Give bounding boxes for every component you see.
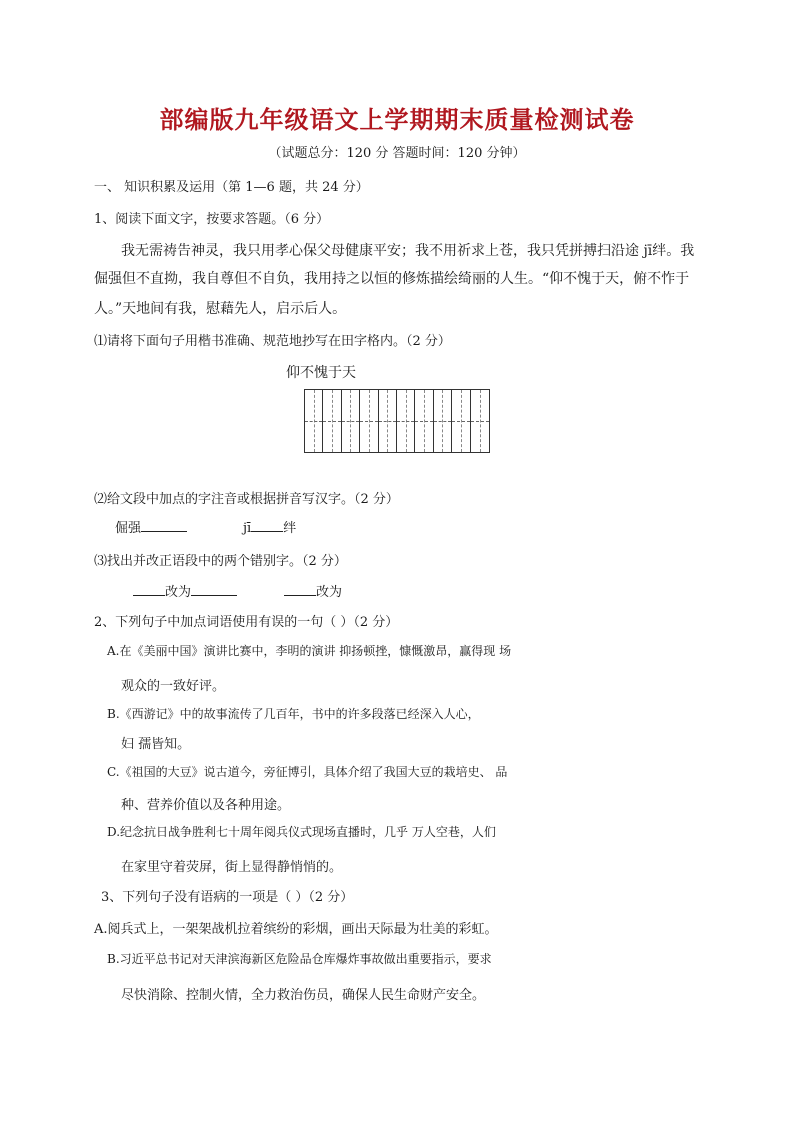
answer-blank[interactable] (141, 517, 187, 532)
passage-line-3: 人。”天地间有我，慰藉先人，启示后人。 (94, 301, 347, 317)
q2-option-d-line1: D.纪念抗日战争胜利七十周年阅兵仪式现场直播时，几乎 万人空巷，人们 (107, 825, 496, 839)
section-heading: 一、 知识积累及运用（第 1—6 题，共 24 分） (94, 180, 369, 195)
q2-option-a-line2: 观众的一致好评。 (121, 679, 226, 694)
grid-cell[interactable] (415, 390, 433, 452)
q2-option-c-line1: C.《祖国的大豆》说古道今，旁征博引，具体介绍了我国大豆的栽培史、 品 (107, 765, 508, 779)
subquestion-2: ⑵给文段中加点的字注音或根据拼音写汉字。（2 分） (94, 492, 399, 507)
page-title: 部编版九年级语文上学期期末质量检测试卷 (159, 105, 635, 134)
q2-option-a-line1: A.在《美丽中国》演讲比赛中，李明的演讲 抑扬顿挫，慷慨激昂，赢得现 场 (107, 644, 512, 658)
question-2-stem: 2、下列句子中加点词语使用有误的一句（ ）（2 分） (94, 615, 399, 630)
grid-cell[interactable] (323, 390, 341, 452)
grid-cell[interactable] (452, 390, 470, 452)
q2-option-b-line1: B.《西游记》中的故事流传了几百年，书中的许多段落已经深入人心， (107, 707, 480, 721)
correction-item-2 (284, 581, 342, 600)
pinyin-item-2-pinyin: jī (243, 521, 252, 536)
q3-option-b-line1: B.习近平总书记对天津滨海新区危险品仓库爆炸事故做出重要指示，要求 (107, 952, 492, 966)
pinyin-item-2 (243, 517, 296, 536)
answer-blank[interactable] (284, 581, 316, 596)
pinyin-item-1-word: 倔强 (115, 521, 142, 536)
q2-option-d-line2: 在家里守着荧屏，街上显得静悄悄的。 (121, 860, 343, 875)
grid-cell[interactable] (434, 390, 452, 452)
grid-cell[interactable] (379, 390, 397, 452)
correction-label: 改为 (316, 585, 343, 600)
passage-line-2: 倔强但不直拗，我自尊但不自负，我用持之以恒的修炼描绘绮丽的人生。“仰不愧于天，俯不怍于 (94, 271, 690, 287)
answer-blank[interactable] (251, 517, 283, 532)
grid-cell[interactable] (360, 390, 378, 452)
grid-cell[interactable] (397, 390, 415, 452)
correction-item-1 (133, 581, 237, 600)
q3-option-b-line2: 尽快消除、控制火情，全力救治伤员，确保人民生命财产安全。 (121, 988, 486, 1003)
q2-option-c-line2: 种、营养价值以及各种用途。 (121, 798, 291, 813)
tianzige-grid[interactable] (304, 389, 490, 453)
passage-line-1: 我无需祷告神灵，我只用孝心保父母健康平安；我不用祈求上苍，我只凭拼搏扫沿途 jī绊。我 (121, 243, 695, 259)
subquestion-3: ⑶找出并改正语段中的两个错别字。（2 分） (94, 554, 347, 569)
q2-option-b-line2: 妇 孺皆知。 (121, 737, 191, 752)
pinyin-item-2-word: 绊 (283, 521, 297, 536)
question-3-stem: 3、下列句子没有语病的一项是（ ）（2 分） (101, 890, 354, 905)
grid-cell[interactable] (342, 390, 360, 452)
grid-cell[interactable] (471, 390, 489, 452)
grid-cell[interactable] (305, 390, 323, 452)
exam-info: （试题总分：120 分 答题时间：120 分钟） (268, 146, 526, 161)
answer-blank[interactable] (133, 581, 165, 596)
copy-text: 仰不愧于天 (286, 365, 356, 381)
correction-label: 改为 (165, 585, 192, 600)
subquestion-1: ⑴请将下面句子用楷书准确、规范地抄写在田字格内。（2 分） (94, 334, 451, 349)
pinyin-item-1 (115, 517, 187, 536)
q3-option-a: A.阅兵式上，一架架战机拉着缤纷的彩烟，画出天际最为壮美的彩虹。 (94, 922, 498, 937)
question-1-stem: 1、阅读下面文字，按要求答题。（6 分） (94, 212, 330, 227)
answer-blank[interactable] (191, 581, 237, 596)
